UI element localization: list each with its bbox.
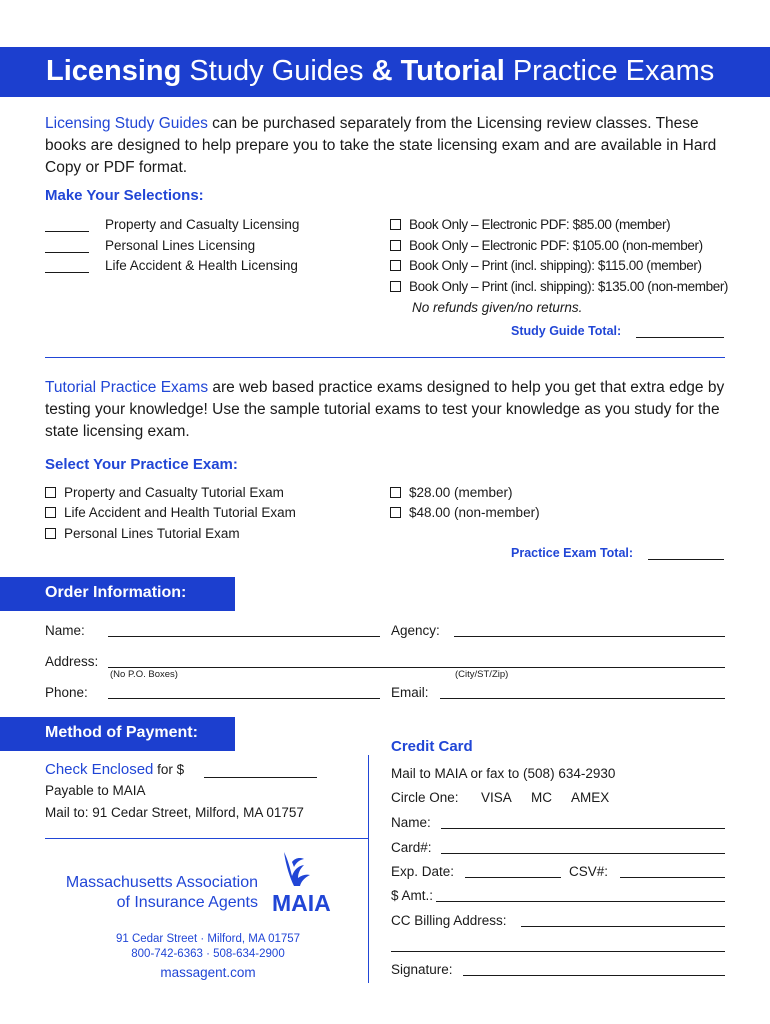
cc-exp-label: Exp. Date: [391, 864, 455, 879]
exam-price-option[interactable]: $28.00 (member) [390, 485, 513, 500]
practice-exam-total-field[interactable] [648, 559, 724, 560]
cc-name-field[interactable] [441, 828, 725, 829]
study-guide-total-field[interactable] [636, 337, 724, 338]
checkbox[interactable] [390, 281, 401, 292]
cc-csv-field[interactable] [620, 877, 725, 878]
checkbox[interactable] [390, 260, 401, 271]
cc-card-field[interactable] [441, 853, 725, 854]
name-label: Name: [45, 623, 85, 638]
name-field[interactable] [108, 636, 380, 637]
course-label: Life Accident & Health Licensing [105, 258, 298, 273]
address-note-right: (City/ST/Zip) [455, 669, 509, 680]
cc-amount-label: $ Amt.: [391, 888, 434, 903]
checkbox[interactable] [390, 507, 401, 518]
address-note-left: (No P.O. Boxes) [110, 669, 178, 680]
practice-exams-intro: Tutorial Practice Exams are web based practice exams designed to help you get that extra edge by testing your knowledge! Use the sample tutorial exams to test your knowledge as you study for the state licensing exam. [45, 379, 725, 440]
org-phones: 800-742-6363 · 508-634-2900 [131, 948, 285, 960]
exam-option[interactable]: Life Accident and Health Tutorial Exam [45, 505, 296, 520]
refund-note: No refunds given/no returns. [412, 300, 583, 315]
check-enclosed-title: Check Enclosed [45, 761, 154, 778]
credit-card-title: Credit Card [391, 738, 473, 755]
exam-price-option[interactable]: $48.00 (non-member) [390, 505, 540, 520]
circle-one-label: Circle One: [391, 790, 459, 805]
price-option[interactable]: Book Only – Electronic PDF: $105.00 (non-member) [390, 238, 703, 253]
cc-amount-field[interactable] [436, 901, 725, 902]
cc-card-label: Card#: [391, 840, 432, 855]
cc-csv-label: CSV#: [569, 864, 609, 879]
agency-field[interactable] [454, 636, 725, 637]
cc-billing-label: CC Billing Address: [391, 913, 507, 928]
cc-mail-to: Mail to MAIA or fax to (508) 634-2930 [391, 766, 616, 781]
logo-abbr: MAIA [272, 890, 331, 916]
cc-signature-label: Signature: [391, 962, 453, 977]
practice-exams-link: Tutorial Practice Exams [45, 379, 209, 396]
price-option[interactable]: Book Only – Print (incl. shipping): $135.00 (non-member) [390, 279, 728, 294]
org-website[interactable]: massagent.com [160, 965, 256, 980]
eagle-icon [268, 848, 348, 918]
study-guides-link: Licensing Study Guides [45, 115, 208, 132]
card-mc[interactable]: MC [531, 790, 552, 805]
practice-exam-total-label: Practice Exam Total: [511, 546, 634, 560]
org-name: Massachusetts Association of Insurance Agents [65, 874, 258, 911]
phone-field[interactable] [108, 698, 380, 699]
price-option[interactable]: Book Only – Electronic PDF: $85.00 (member) [390, 217, 670, 232]
org-address: 91 Cedar Street · Milford, MA 01757 [115, 933, 301, 945]
check-amount-field[interactable] [204, 777, 317, 778]
email-field[interactable] [440, 698, 725, 699]
payment-banner: Method of Payment: [0, 717, 235, 751]
card-amex[interactable]: AMEX [571, 790, 610, 805]
checkbox[interactable] [45, 487, 56, 498]
cc-billing-field[interactable] [521, 926, 725, 927]
course-blank-1[interactable] [45, 231, 89, 232]
course-label: Property and Casualty Licensing [105, 217, 300, 232]
price-option[interactable]: Book Only – Print (incl. shipping): $115.00 (member) [390, 258, 702, 273]
check-mail-to: Mail to: 91 Cedar Street, Milford, MA 01757 [45, 805, 304, 820]
maia-logo [268, 848, 348, 918]
checkbox[interactable] [45, 507, 56, 518]
checkbox[interactable] [45, 528, 56, 539]
course-label: Personal Lines Licensing [105, 238, 256, 253]
select-exam-heading: Select Your Practice Exam: [45, 456, 238, 473]
exam-option[interactable]: Personal Lines Tutorial Exam [45, 526, 240, 541]
checkbox[interactable] [390, 240, 401, 251]
checkbox[interactable] [390, 487, 401, 498]
cc-exp-field[interactable] [465, 877, 561, 878]
payable-to: Payable to MAIA [45, 783, 146, 798]
logo-box-top [45, 838, 368, 839]
page-title: Licensing Study Guides & Tutorial Practice Exams [46, 55, 715, 87]
exam-option[interactable]: Property and Casualty Tutorial Exam [45, 485, 284, 500]
address-label: Address: [45, 654, 99, 669]
course-blank-2[interactable] [45, 252, 89, 253]
title-banner [0, 47, 770, 97]
agency-label: Agency: [391, 623, 440, 638]
card-visa[interactable]: VISA [481, 790, 512, 805]
make-selections-heading: Make Your Selections: [45, 187, 204, 204]
check-enclosed-line: Check Enclosed for $ [45, 761, 185, 778]
column-divider [368, 755, 369, 983]
order-info-banner: Order Information: [0, 577, 235, 611]
cc-name-label: Name: [391, 815, 431, 830]
checkbox[interactable] [390, 219, 401, 230]
email-label: Email: [391, 685, 429, 700]
study-guides-intro: Licensing Study Guides can be purchased separately from the Licensing review classes. These books are designed to help prepare you to take the state licensing exam and are available in Hard Copy or PDF format. [45, 115, 717, 176]
section-divider [45, 357, 725, 358]
study-guide-total-label: Study Guide Total: [511, 324, 622, 338]
cc-signature-field[interactable] [463, 975, 725, 976]
cc-billing-field-2[interactable] [391, 951, 725, 952]
course-blank-3[interactable] [45, 272, 89, 273]
address-field[interactable] [108, 667, 725, 668]
phone-label: Phone: [45, 685, 88, 700]
